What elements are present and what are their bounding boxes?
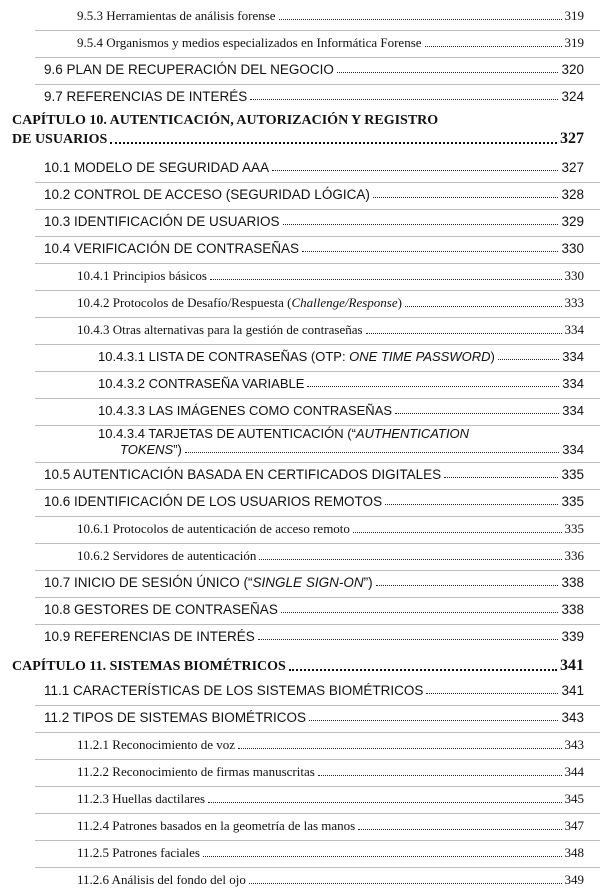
row-divider: [35, 263, 600, 264]
dot-leader: [376, 584, 559, 586]
toc-entry-page: 334: [562, 442, 584, 457]
toc-entry-page: 335: [561, 494, 584, 509]
toc-entry: [77, 764, 584, 780]
toc-entry: [44, 187, 584, 202]
row-divider: [35, 705, 600, 706]
toc-entry-title: 11.2.6 Análisis del fondo del ojo: [77, 872, 246, 887]
row-divider: [35, 543, 600, 544]
toc-entry: [44, 629, 584, 644]
dot-leader: [358, 828, 561, 830]
toc-entry-title: 11.1 CARACTERÍSTICAS DE LOS SISTEMAS BIOMÉTRICOS: [44, 683, 424, 698]
toc-entry-page: 329: [561, 214, 584, 229]
row-divider: [35, 516, 600, 517]
toc-entry: [44, 467, 584, 482]
toc-entry: [77, 791, 584, 807]
row-divider: [35, 570, 600, 571]
toc-entry-title: 10.4.3.1 LISTA DE CONTRASEÑAS (OTP: ONE TIME PASSWORD): [98, 349, 495, 364]
toc-entry-page: 343: [564, 737, 584, 752]
toc-entry: [44, 575, 584, 590]
dot-leader: [353, 531, 562, 533]
toc-entry: [44, 160, 584, 175]
toc-entry-title: DE USUARIOS: [12, 132, 108, 147]
row-divider: [35, 344, 600, 345]
row-divider: [35, 209, 600, 210]
toc-entry-page: 338: [561, 602, 584, 617]
toc-entry-title: 10.6 IDENTIFICACIÓN DE LOS USUARIOS REMOTOS: [44, 494, 383, 509]
dot-leader: [318, 774, 562, 776]
dot-leader: [272, 169, 558, 171]
toc-entry: [77, 35, 584, 51]
toc-entry-page: 324: [561, 89, 584, 104]
dot-leader: [238, 747, 561, 749]
toc-entry-title: 11.2 TIPOS DE SISTEMAS BIOMÉTRICOS: [44, 710, 307, 725]
toc-entry: [77, 322, 584, 338]
toc-entry: [44, 494, 584, 509]
row-divider: [35, 398, 600, 399]
toc-entry-page: 327: [561, 160, 584, 175]
dot-leader: [110, 141, 557, 144]
toc-entry: [77, 845, 584, 861]
row-divider: [35, 290, 600, 291]
dot-leader: [307, 385, 559, 387]
toc-entry: [77, 521, 584, 537]
toc-entry-title: 10.1 MODELO DE SEGURIDAD AAA: [44, 160, 270, 175]
toc-entry-page: 335: [564, 521, 584, 536]
toc-entry-page: 319: [564, 8, 584, 23]
toc-entry-page: 345: [564, 791, 584, 806]
toc-entry: [77, 737, 584, 753]
dot-leader: [309, 719, 558, 721]
toc-entry: [44, 214, 584, 229]
row-divider: [35, 867, 600, 868]
dot-leader: [250, 98, 558, 100]
toc-entry-page: 347: [564, 818, 584, 833]
toc-entry-title: 10.3 IDENTIFICACIÓN DE USUARIOS: [44, 214, 280, 229]
toc-entry: [98, 403, 584, 418]
toc-entry-title: 9.6 PLAN DE RECUPERACIÓN DEL NEGOCIO: [44, 62, 334, 77]
row-divider: [35, 624, 600, 625]
row-divider: [35, 57, 600, 58]
toc-entry-title: 11.2.1 Reconocimiento de voz: [77, 737, 236, 752]
toc-entry-title: 10.8 GESTORES DE CONTRASEÑAS: [44, 602, 278, 617]
toc-entry: [44, 602, 584, 617]
toc-entry: [77, 8, 584, 24]
toc-entry-page: 319: [564, 35, 584, 50]
toc-entry: [44, 241, 584, 256]
row-divider: [35, 462, 600, 463]
toc-entry-page: 334: [562, 403, 584, 418]
toc-entry-page: 341: [561, 683, 584, 698]
toc-entry-page: 333: [564, 295, 584, 310]
toc-entry-title-line1: 10.4.3.4 TARJETAS DE AUTENTICACIÓN (“AUTHENTICATION: [98, 426, 470, 441]
row-divider: [35, 786, 600, 787]
dot-leader: [366, 332, 562, 334]
toc-entry-title: 10.9 REFERENCIAS DE INTERÉS: [44, 629, 255, 644]
dot-leader: [279, 18, 562, 20]
toc-entry-page: 341: [560, 657, 584, 674]
toc-entry-title: 10.4.3.3 LAS IMÁGENES COMO CONTRASEÑAS: [98, 403, 393, 418]
toc-entry-page: 330: [561, 241, 584, 256]
toc-entry-title: 10.4 VERIFICACIÓN DE CONTRASEÑAS: [44, 241, 300, 256]
dot-leader: [249, 882, 562, 884]
toc-entry-page: 330: [564, 268, 584, 283]
toc-entry-title: 10.6.1 Protocolos de autenticación de acceso remoto: [77, 521, 350, 536]
toc-entry-page: 349: [564, 872, 584, 887]
toc-entry-title: 10.6.2 Servidores de autenticación: [77, 548, 257, 563]
dot-leader: [281, 611, 559, 613]
dot-leader: [203, 855, 562, 857]
dot-leader: [405, 305, 562, 307]
dot-leader: [210, 278, 562, 280]
toc-entry-page: 336: [564, 548, 584, 563]
toc-entry-title: 10.4.3 Otras alternativas para la gestión de contraseñas: [77, 322, 363, 337]
row-divider: [35, 597, 600, 598]
toc-entry: [44, 62, 584, 77]
dot-leader: [498, 358, 559, 360]
row-divider: [35, 813, 600, 814]
dot-leader: [258, 638, 559, 640]
toc-entry: [77, 268, 584, 284]
toc-entry-title: 10.2 CONTROL DE ACCESO (SEGURIDAD LÓGICA): [44, 187, 370, 202]
toc-entry-title: 11.2.2 Reconocimiento de firmas manuscritas: [77, 764, 315, 779]
toc-entry: [98, 376, 584, 391]
row-divider: [35, 840, 600, 841]
row-divider: [35, 371, 600, 372]
toc-entry-page: 344: [564, 764, 584, 779]
toc-chapter-entry: [12, 130, 584, 148]
toc-entry: [77, 548, 584, 564]
toc-entry-title: 10.4.3.2 CONTRASEÑA VARIABLE: [98, 376, 305, 391]
dot-leader: [283, 223, 559, 225]
dot-leader: [395, 412, 559, 414]
toc-entry-title: 11.2.5 Patrones faciales: [77, 845, 200, 860]
row-divider: [35, 30, 600, 31]
row-divider: [35, 489, 600, 490]
toc-entry-title: 10.5 AUTENTICACIÓN BASADA EN CERTIFICADOS DIGITALES: [44, 467, 442, 482]
toc-entry: [44, 710, 584, 725]
toc-entry-title: 10.4.1 Principios básicos: [77, 268, 207, 283]
dot-leader: [337, 71, 559, 73]
toc-entry-title: 9.5.4 Organismos y medios especializados en Informática Forense: [77, 35, 422, 50]
toc-entry: [77, 818, 584, 834]
toc-entry: [44, 683, 584, 698]
dot-leader: [425, 45, 562, 47]
toc-entry: [44, 89, 584, 104]
dot-leader: [385, 503, 558, 505]
toc-entry-title: TOKENS”): [120, 442, 182, 457]
toc-entry-page: 334: [564, 322, 584, 337]
dot-leader: [426, 692, 558, 694]
toc-entry-page: 339: [561, 629, 584, 644]
dot-leader: [444, 476, 558, 478]
row-divider: [35, 236, 600, 237]
toc-entry: [120, 442, 584, 457]
toc-entry-title: 11.2.3 Huellas dactilares: [77, 791, 206, 806]
dot-leader: [185, 451, 559, 453]
toc-chapter-entry: [12, 657, 584, 675]
dot-leader: [373, 196, 559, 198]
toc-entry-title: 10.7 INICIO DE SESIÓN ÚNICO (“SINGLE SIGN-ON”): [44, 575, 373, 590]
toc-entry-title: CAPÍTULO 11. SISTEMAS BIOMÉTRICOS: [12, 659, 286, 674]
toc-entry: [77, 295, 584, 311]
row-divider: [35, 732, 600, 733]
toc-entry-page: 334: [562, 376, 584, 391]
toc-entry-page: 338: [561, 575, 584, 590]
row-divider: [35, 182, 600, 183]
toc-entry-page: 335: [561, 467, 584, 482]
toc-entry-page: 343: [561, 710, 584, 725]
toc-entry-title: 10.4.2 Protocolos de Desafío/Respuesta (Challenge/Response): [77, 295, 402, 310]
toc-entry-page: 327: [560, 130, 584, 147]
toc-entry: [77, 872, 584, 888]
dot-leader: [259, 558, 561, 560]
dot-leader: [302, 250, 558, 252]
dot-leader: [208, 801, 561, 803]
toc-entry-page: 328: [561, 187, 584, 202]
toc-entry-page: 348: [564, 845, 584, 860]
dot-leader: [289, 668, 557, 671]
toc-entry: [98, 349, 584, 364]
row-divider: [35, 84, 600, 85]
chapter-title: CAPÍTULO 10. AUTENTICACIÓN, AUTORIZACIÓN Y REGISTRO: [12, 113, 439, 128]
row-divider: [35, 317, 600, 318]
toc-entry-title: 11.2.4 Patrones basados en la geometría de las manos: [77, 818, 356, 833]
toc-entry-title: 9.5.3 Herramientas de análisis forense: [77, 8, 276, 23]
toc-entry-page: 334: [562, 349, 584, 364]
toc-entry-title: 9.7 REFERENCIAS DE INTERÉS: [44, 89, 248, 104]
toc-entry-page: 320: [561, 62, 584, 77]
row-divider: [35, 759, 600, 760]
